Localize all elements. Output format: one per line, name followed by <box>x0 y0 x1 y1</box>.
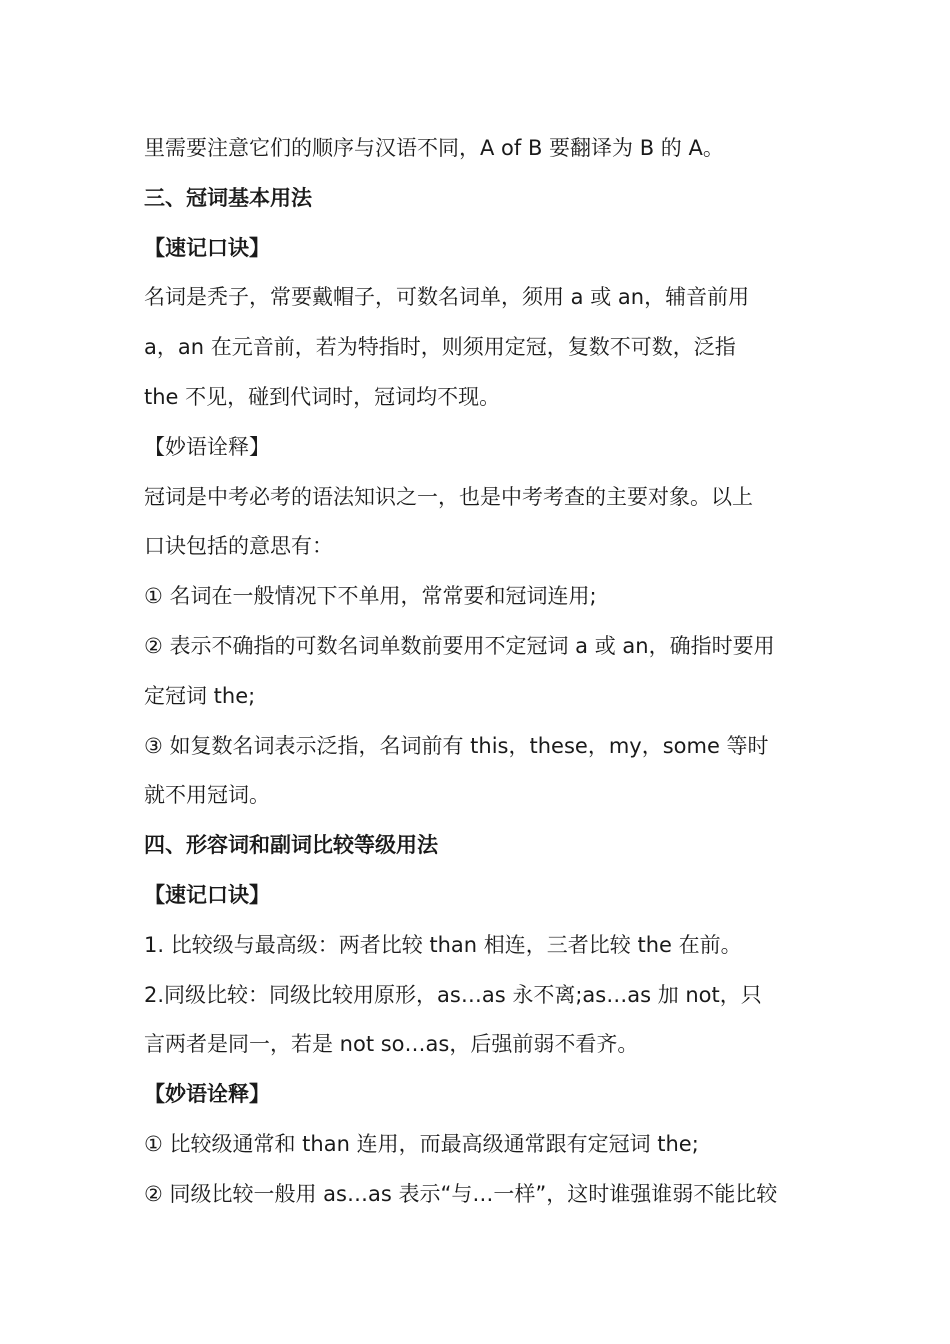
section-heading-articles: 三、冠词基本用法 <box>144 185 312 210</box>
explanation-heading-1: 【妙语诠释】 <box>144 434 270 459</box>
paragraph-line-8: 冠词是中考必考的语法知识之一，也是中考考查的主要对象。以上 <box>144 484 753 509</box>
list-item-2-continued: 定冠词 the; <box>144 683 256 708</box>
document-body <box>144 124 814 1220</box>
mnemonic-heading-1: 【速记口诀】 <box>144 235 270 260</box>
paragraph-line-1: 里需要注意它们的顺序与汉语不同，A of B 要翻译为 B 的 A。 <box>144 136 724 160</box>
explanation-item-2: ② 同级比较一般用 as…as 表示“与…一样”，这时谁强谁弱不能比较 <box>144 1181 778 1206</box>
explanation-heading-2: 【妙语诠释】 <box>144 1082 270 1107</box>
paragraph-line-9: 口诀包括的意思有： <box>144 534 333 559</box>
mnemonic-heading-2: 【速记口诀】 <box>144 882 270 907</box>
list-item-3-continued: 就不用冠词。 <box>144 783 270 808</box>
rule-item-1: 1. 比较级与最高级：两者比较 than 相连，三者比较 the 在前。 <box>144 932 742 957</box>
paragraph-line-5: a，an 在元音前，若为特指时，则须用定冠，复数不可数，泛指 <box>144 335 736 360</box>
paragraph-line-6: the 不见，碰到代词时，冠词均不现。 <box>144 384 501 409</box>
list-item-3: ③ 如复数名词表示泛指，名词前有 this，these，my，some 等时 <box>144 733 769 758</box>
rule-item-2-continued: 言两者是同一，若是 not so…as，后强前弱不看齐。 <box>144 1032 639 1057</box>
list-item-1: ① 名词在一般情况下不单用，常常要和冠词连用; <box>144 584 597 609</box>
list-item-2: ② 表示不确指的可数名词单数前要用不定冠词 a 或 an，确指时要用 <box>144 633 775 658</box>
paragraph-line-4: 名词是秃子，常要戴帽子，可数名词单，须用 a 或 an，辅音前用 <box>144 285 750 310</box>
rule-item-2: 2.同级比较：同级比较用原形，as…as 永不离;as…as 加 not，只 <box>144 982 762 1007</box>
explanation-item-1: ① 比较级通常和 than 连用，而最高级通常跟有定冠词 the; <box>144 1131 699 1156</box>
section-heading-comparison: 四、形容词和副词比较等级用法 <box>144 833 438 858</box>
